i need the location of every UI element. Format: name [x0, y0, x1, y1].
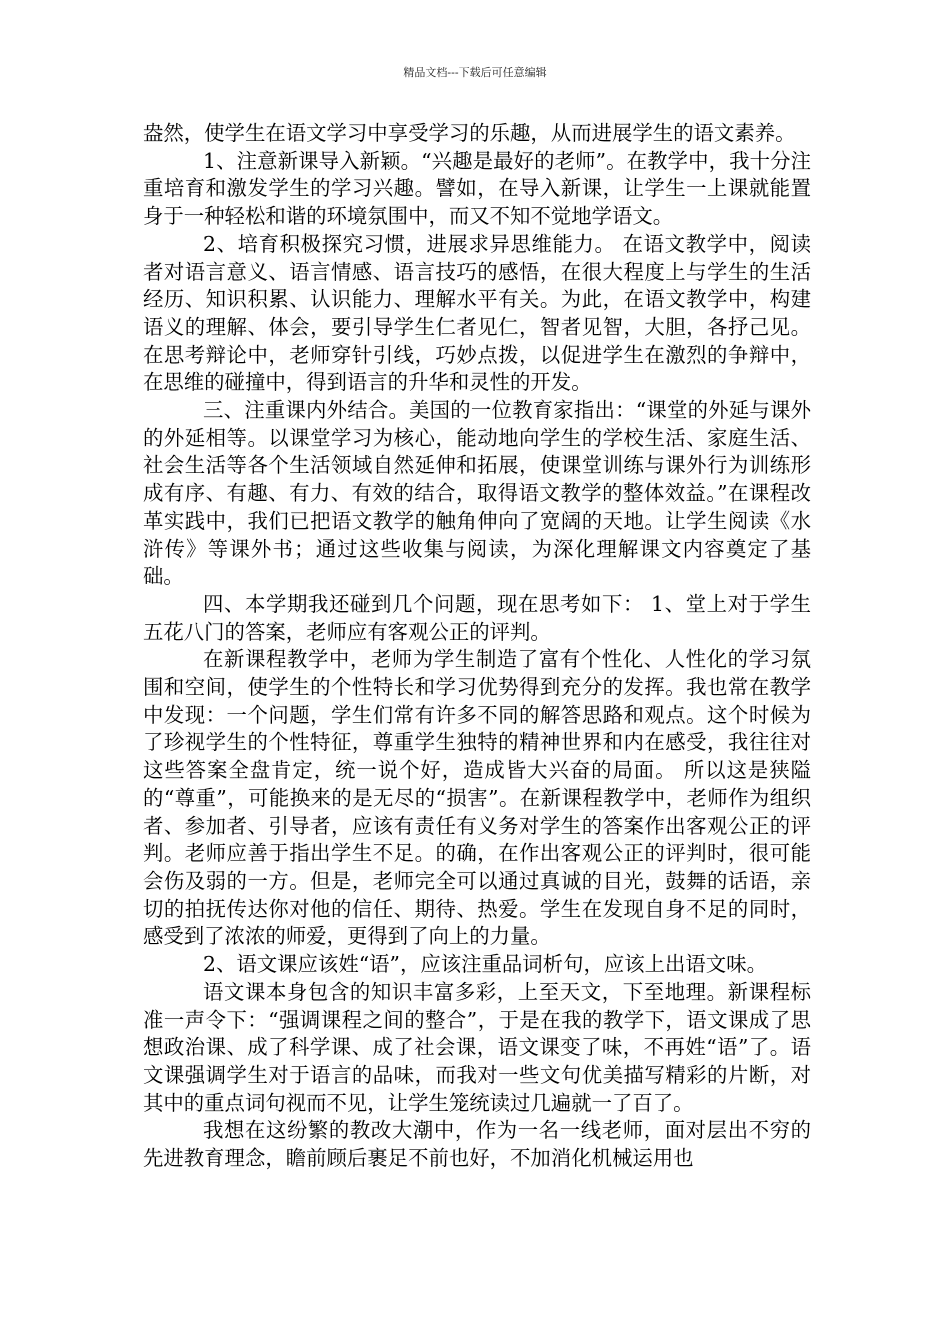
page-header: 精品文档---下载后可任意编辑: [403, 66, 547, 79]
paragraph: 三、注重课内外结合。美国的一位教育家指出：“课堂的外延与课外的外延相等。以课堂学习为核心，能动地向学生的学校生活、家庭生活、社会生活等各个生活领域自然延伸和拓展，使课堂训练与课外行为训练形成有序、有趣、有力、有效的结合，取得语文教学的整体效益。”在课程改革实践中，我们已把语文教学的触角伸向了宽阔的天地。让学生阅读《水浒传》等课外书；通过这些收集与阅读，为深化理解课文内容奠定了基础。: [143, 398, 811, 589]
paragraph: 在新课程教学中，老师为学生制造了富有个性化、人性化的学习氛围和空间，使学生的个性特长和学习优势得到充分的发挥。我也常在教学中发现：一个问题，学生们常有许多不同的解答思路和观点。这个时候为了珍视学生的个性特征，尊重学生独特的精神世界和内在感受，我往往对这些答案全盘肯定，统一说个好，造成皆大兴奋的局面。 所以这是狭隘的“尊重”，可能换来的是无尽的“损害”。在新课程教学中，老师作为组织者、参加者、引导者，应该有责任有义务对学生的答案作出客观公正的评判。老师应善于指出学生不足。的确，在作出客观公正的评判时，很可能会伤及弱的一方。但是，老师完全可以通过真诚的目光，鼓舞的话语，亲切的拍抚传达你对他的信任、期待、热爱。学生在发现自身不足的同时，感受到了浓浓的师爱，更得到了向上的力量。: [143, 647, 811, 949]
paragraph: 2、语文课应该姓“语”，应该注重品词析句，应该上出语文味。: [203, 952, 767, 977]
paragraph: 我想在这纷繁的教改大潮中，作为一名一线老师，面对层出不穷的先进教育理念，瞻前顾后裹足不前也好，不加消化机械运用也: [143, 1118, 811, 1171]
paragraph: 四、本学期我还碰到几个问题，现在思考如下： 1、堂上对于学生五花八门的答案，老师应有客观公正的评判。: [143, 591, 811, 644]
paragraph: 语文课本身包含的知识丰富多彩，上至天文，下至地理。新课程标准一声令下：“强调课程之间的整合”，于是在我的教学下，语文课成了思想政治课、成了科学课、成了社会课，语文课变了味，不再姓“语”了。语文课强调学生对于语言的品味，而我对一些文句优美描写精彩的片断，对其中的重点词句视而不见，让学生笼统读过几遍就一了百了。: [143, 979, 811, 1115]
paragraph: 2、培育积极探究习惯，进展求异思维能力。 在语文教学中，阅读者对语言意义、语言情感、语言技巧的感悟，在很大程度上与学生的生活经历、知识积累、认识能力、理解水平有关。为此，在语文教学中，构建语义的理解、体会，要引导学生仁者见仁，智者见智，大胆，各抒己见。在思考辩论中，老师穿针引线，巧妙点拨，以促进学生在激烈的争辩中，在思维的碰撞中，得到语言的升华和灵性的开发。: [143, 231, 811, 395]
paragraph: 1、注意新课导入新颖。“兴趣是最好的老师”。在教学中，我十分注重培育和激发学生的学习兴趣。譬如，在导入新课，让学生一上课就能置身于一种轻松和谐的环境氛围中，而又不知不觉地学语文。: [143, 148, 811, 229]
paragraph: 盎然，使学生在语文学习中享受学习的乐趣，从而进展学生的语文素养。: [143, 121, 796, 145]
document-body: [143, 120, 811, 1173]
